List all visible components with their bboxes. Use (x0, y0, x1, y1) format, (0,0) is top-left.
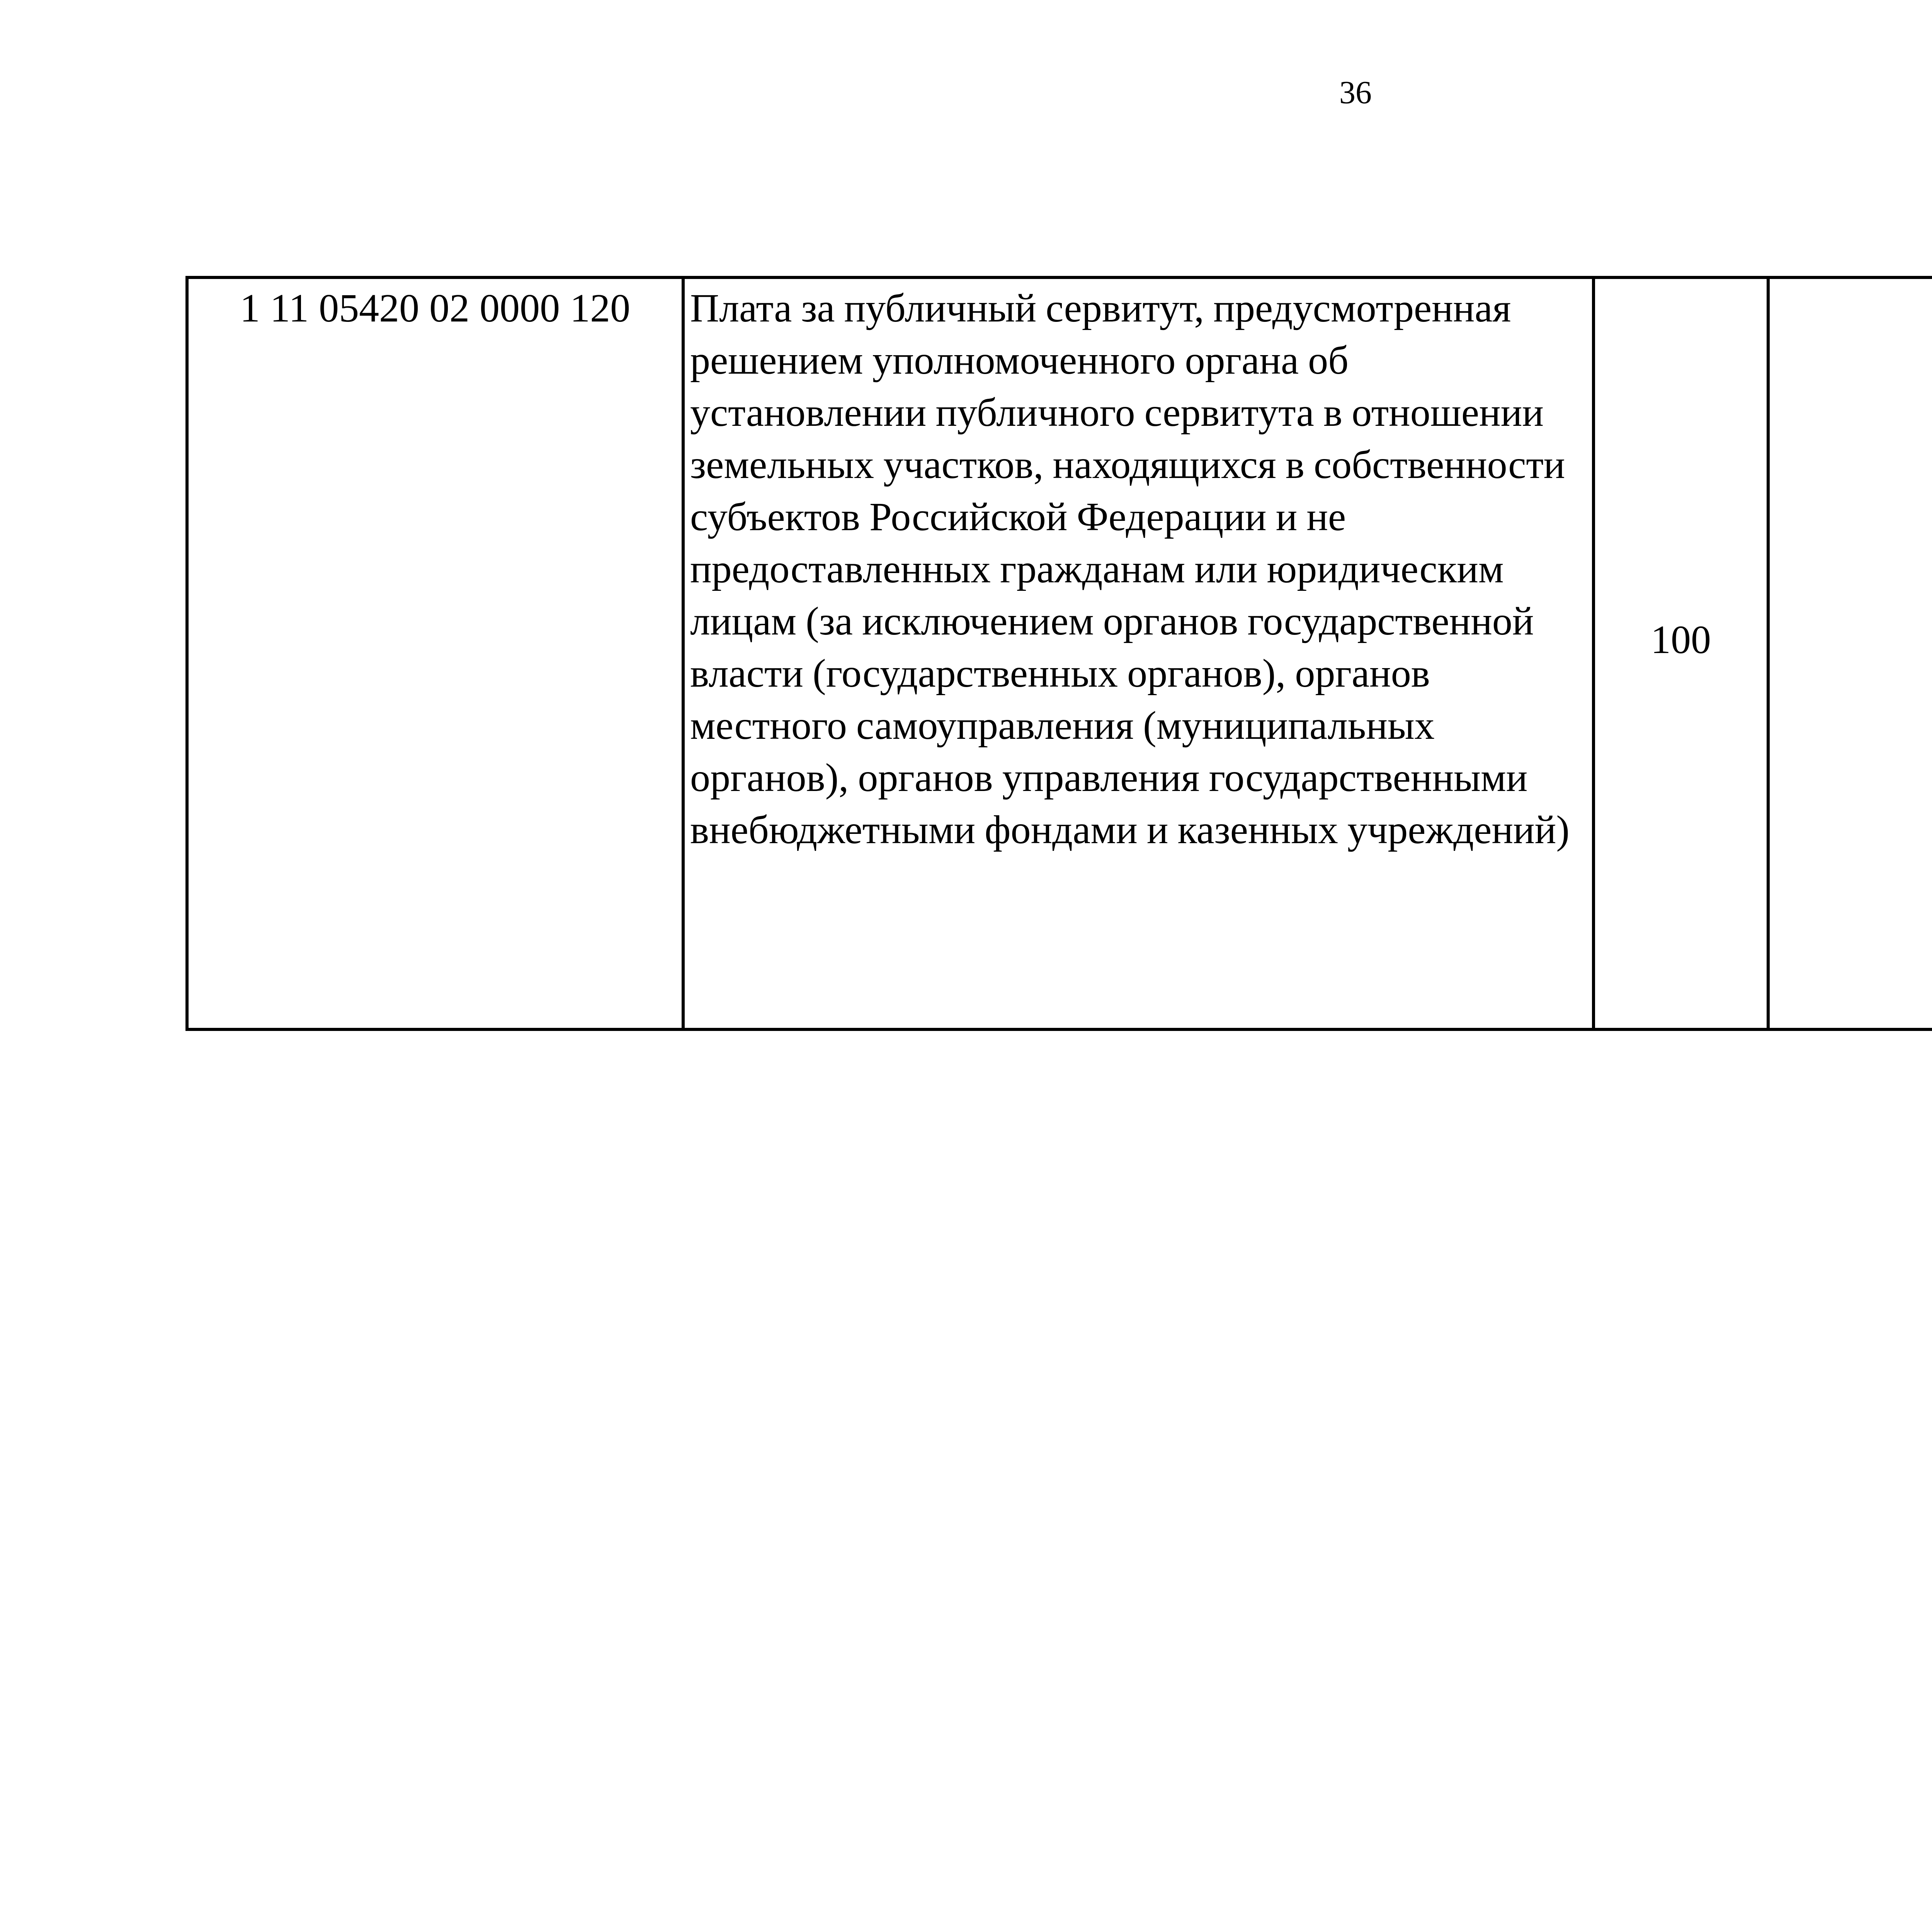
rate-cell (1594, 277, 1768, 1029)
revenue-name: Плата за публичный сервитут, предусмотренная решением уполномоченного органа об установлении публичного сервитута в отношении земельных участков, находящихся в собственности субъектов Российской Федерации и не предоставленных гражданам или юридическим лицам (за исключением органов государственной власти (государственных органов), органов местного самоуправления (муниципальных органов), органов управления государственными внебюджетными фондами и казенных учреждений) (690, 286, 1570, 852)
rate-value: 100 (1651, 617, 1711, 662)
budget-code: 1 11 05420 02 0000 120 (240, 286, 631, 330)
page-number: 36 (1339, 75, 1372, 111)
budget-code-cell (187, 277, 683, 1029)
revenue-distribution-table (185, 276, 1932, 1031)
empty-cell-4 (1768, 277, 1932, 1029)
table-row (187, 277, 1932, 1029)
revenue-name-cell (683, 277, 1594, 1029)
